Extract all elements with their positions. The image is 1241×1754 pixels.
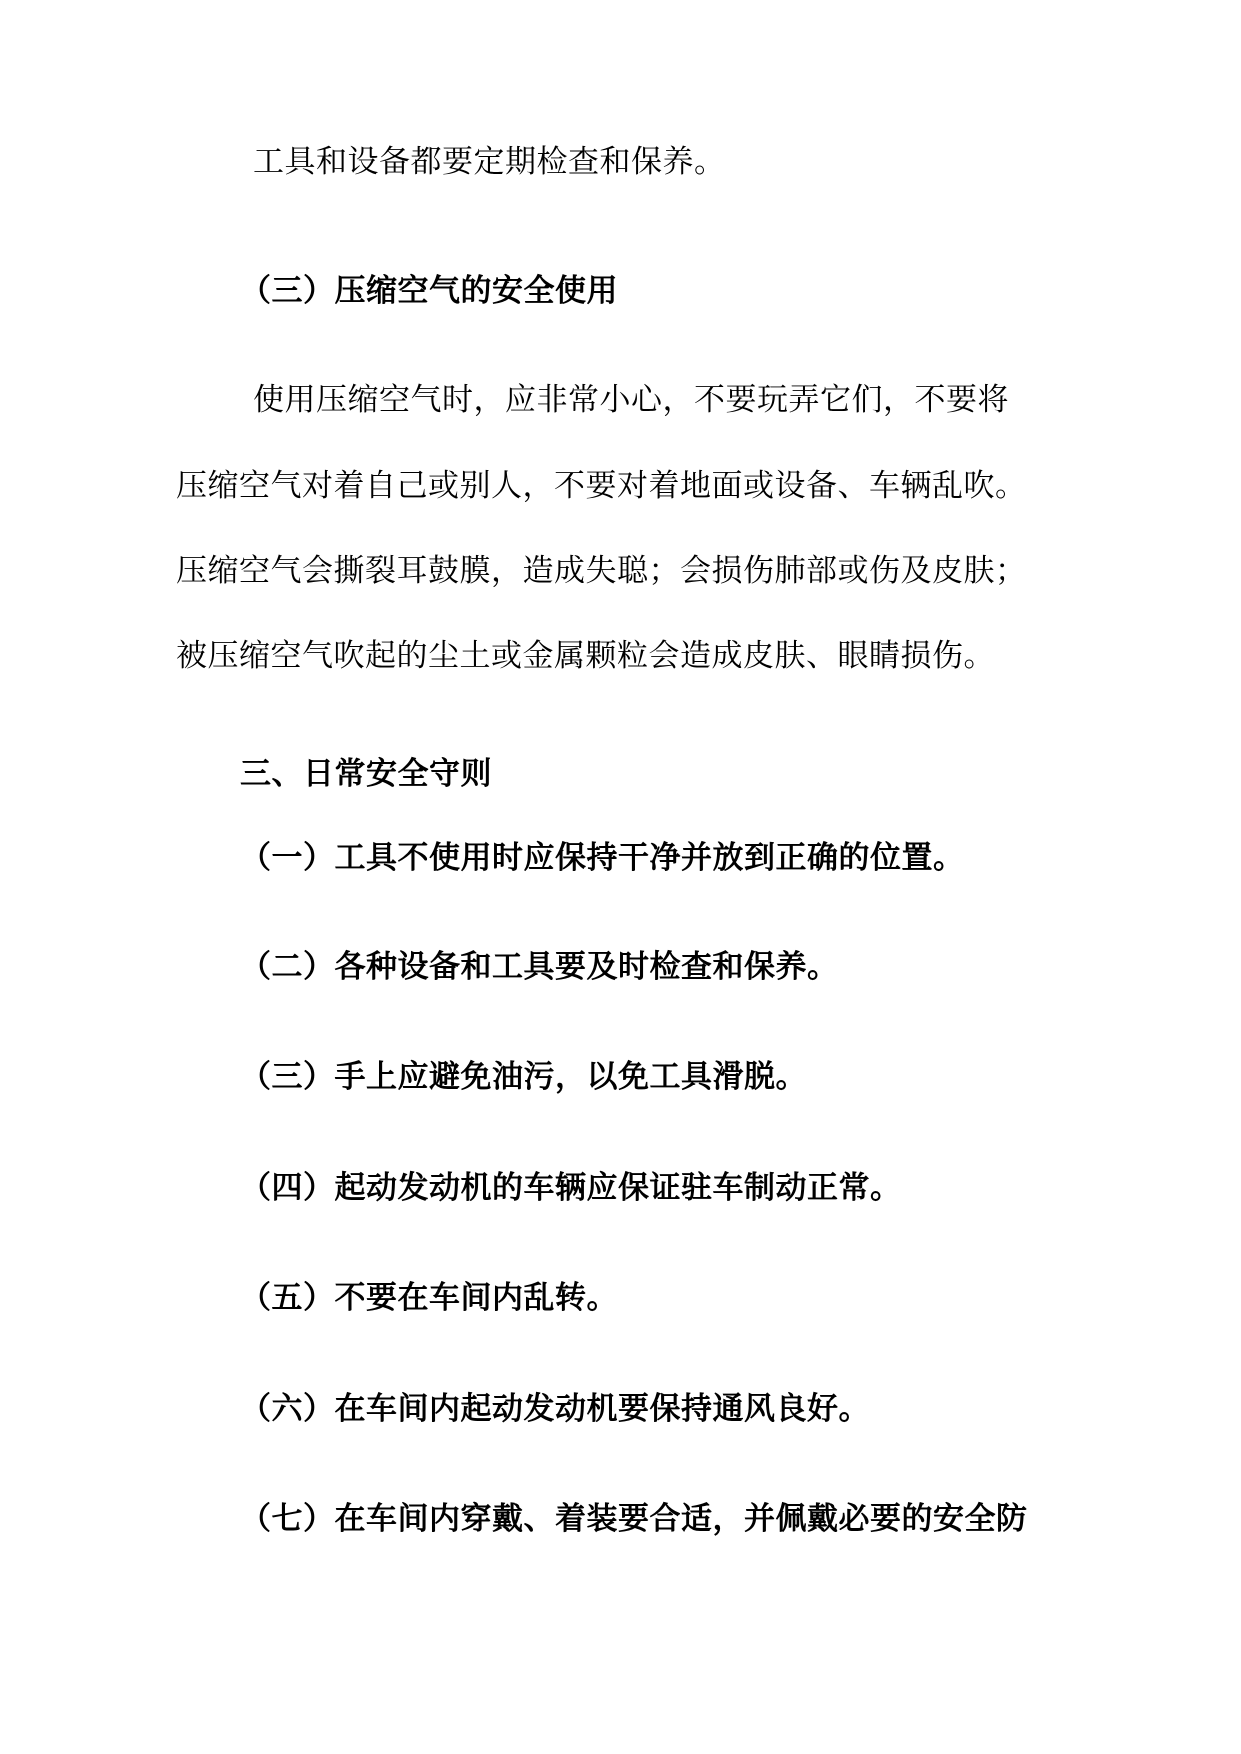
rule-item: （五）不要在车间内乱转。 xyxy=(240,1280,618,1316)
paragraph-line: 使用压缩空气时，应非常小心，不要玩弄它们，不要将 xyxy=(253,382,1009,418)
paragraph-continuation: 工具和设备都要定期检查和保养。 xyxy=(253,144,726,180)
paragraph-line: 被压缩空气吹起的尘土或金属颗粒会造成皮肤、眼睛损伤。 xyxy=(176,638,995,674)
rule-item: （三）手上应避免油污，以免工具滑脱。 xyxy=(240,1059,807,1095)
rule-item: （一）工具不使用时应保持干净并放到正确的位置。 xyxy=(240,840,965,876)
paragraph-line: 压缩空气对着自己或别人，不要对着地面或设备、车辆乱吹。 xyxy=(176,468,1027,504)
section-heading: 三、日常安全守则 xyxy=(240,756,492,792)
rule-item: （四）起动发动机的车辆应保证驻车制动正常。 xyxy=(240,1170,902,1206)
rule-item: （六）在车间内起动发动机要保持通风良好。 xyxy=(240,1391,870,1427)
subheading-compressed-air: （三）压缩空气的安全使用 xyxy=(240,273,618,309)
rule-item: （七）在车间内穿戴、着装要合适，并佩戴必要的安全防 xyxy=(240,1501,1028,1537)
paragraph-line: 压缩空气会撕裂耳鼓膜，造成失聪；会损伤肺部或伤及皮肤； xyxy=(176,553,1027,589)
rule-item: （二）各种设备和工具要及时检查和保养。 xyxy=(240,949,839,985)
